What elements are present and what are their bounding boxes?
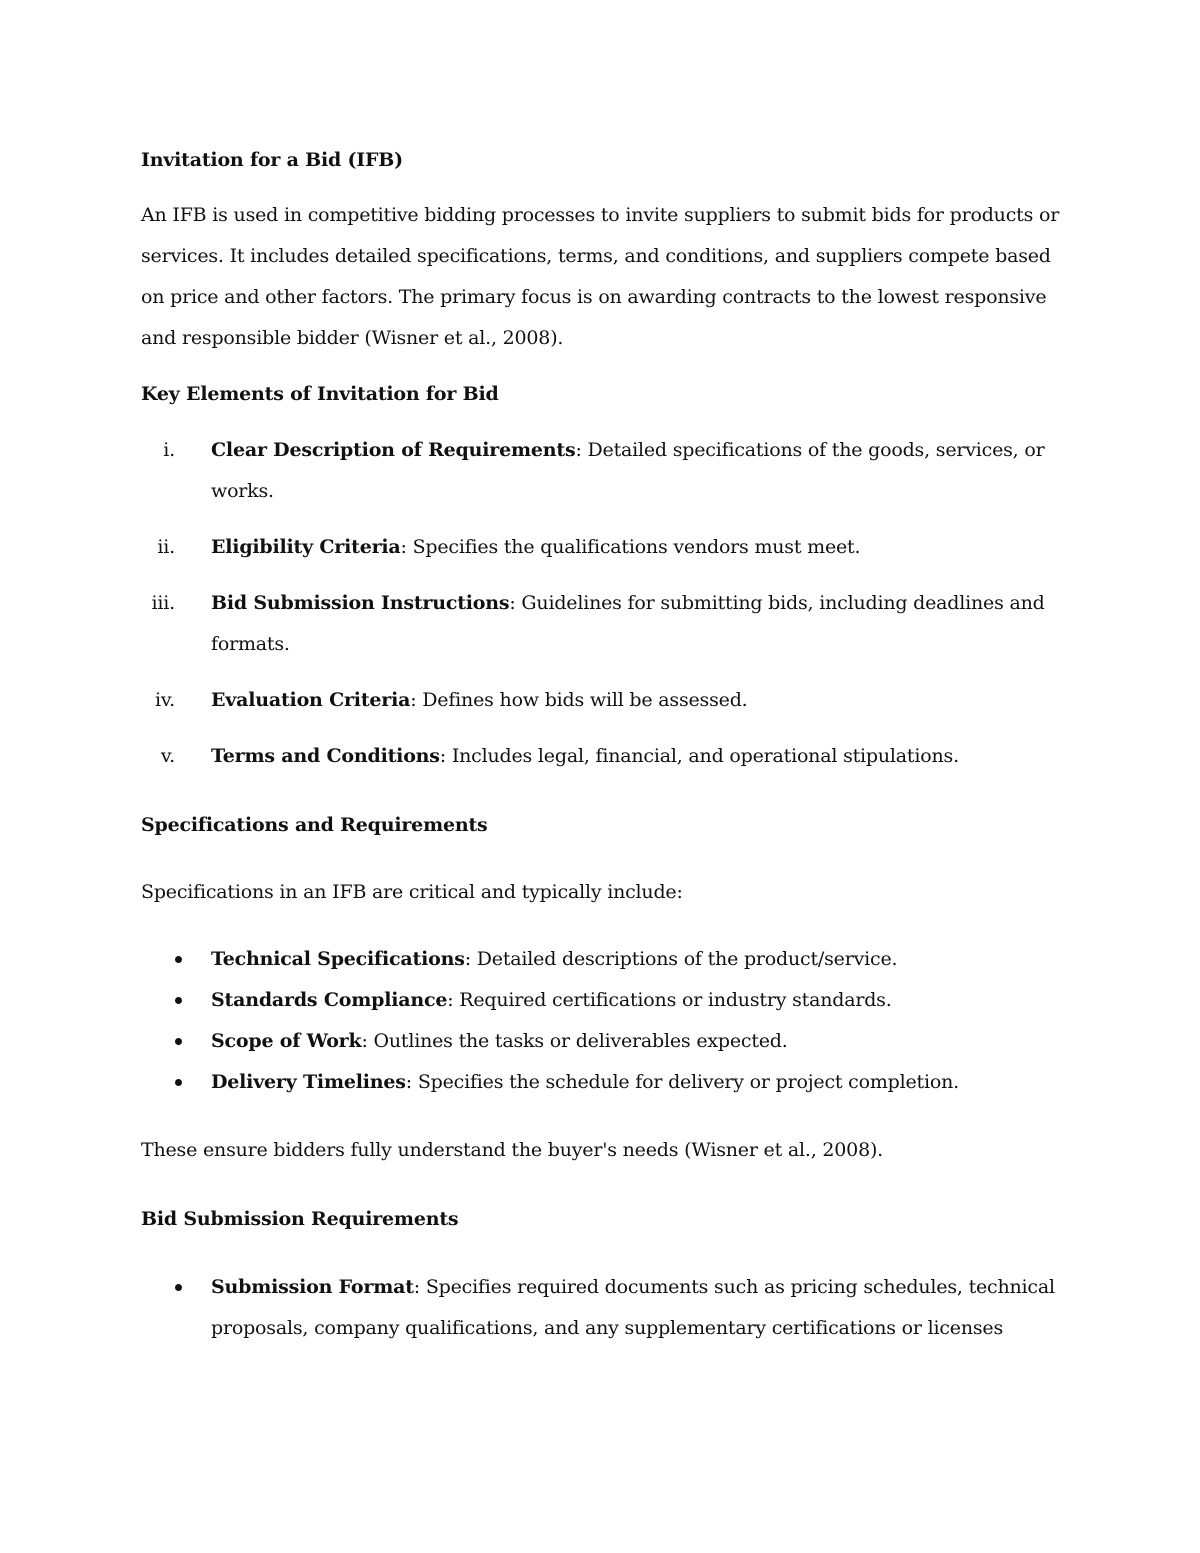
list-item xyxy=(141,736,1061,777)
item-text: : Detailed descriptions of the product/service. xyxy=(464,948,898,970)
bullet-icon xyxy=(175,1079,182,1086)
specifications-intro: Specifications in an IFB are critical and typically include: xyxy=(141,881,683,903)
list-item xyxy=(141,1021,1061,1062)
item-text: : Required certifications or industry standards. xyxy=(447,989,892,1011)
document-body xyxy=(141,140,1061,1349)
item-term: Scope of Work xyxy=(211,1030,362,1052)
bullet-icon xyxy=(175,1038,182,1045)
item-term: Submission Format xyxy=(211,1276,414,1298)
item-text: : Defines how bids will be assessed. xyxy=(410,689,748,711)
item-term: Bid Submission Instructions xyxy=(211,592,510,614)
specifications-closing: These ensure bidders fully understand the buyer's needs (Wisner et al., 2008). xyxy=(141,1139,884,1161)
item-term: Evaluation Criteria xyxy=(211,689,411,711)
list-item xyxy=(141,1062,1061,1103)
item-term: Standards Compliance xyxy=(211,989,448,1011)
item-term: Terms and Conditions xyxy=(211,745,440,767)
list-item xyxy=(141,583,1061,665)
item-text: : Detailed specifications of the goods, services, or works. xyxy=(211,439,1045,502)
list-item xyxy=(141,939,1061,980)
item-text: : Specifies the qualifications vendors must meet. xyxy=(400,536,861,558)
list-number: iv. xyxy=(155,689,175,711)
list-item xyxy=(141,527,1061,568)
item-text: : Specifies required documents such as pricing schedules, technical proposals, company qualifications, and any supplementary certifications or licenses xyxy=(211,1276,1055,1339)
item-term: Technical Specifications xyxy=(211,948,465,970)
item-text: : Specifies the schedule for delivery or project completion. xyxy=(405,1071,959,1093)
list-number: iii. xyxy=(151,592,175,614)
page-title: Invitation for a Bid (IFB) xyxy=(141,149,403,171)
list-item xyxy=(141,1267,1061,1349)
bullet-icon xyxy=(175,997,182,1004)
bullet-icon xyxy=(175,956,182,963)
key-elements-list xyxy=(141,430,1061,777)
bid-submission-list xyxy=(141,1267,1061,1349)
list-item xyxy=(141,430,1061,512)
section-heading-bid-submission: Bid Submission Requirements xyxy=(141,1208,459,1230)
item-text: : Guidelines for submitting bids, including deadlines and formats. xyxy=(211,592,1045,655)
bullet-icon xyxy=(175,1284,182,1291)
list-number: i. xyxy=(163,439,175,461)
intro-paragraph: An IFB is used in competitive bidding processes to invite suppliers to submit bids for products or services. It includes detailed specifications, terms, and conditions, and suppliers compete based on price and other factors. The primary focus is on awarding contracts to the lowest responsive and responsible bidder (Wisner et al., 2008). xyxy=(141,204,1060,349)
item-term: Delivery Timelines xyxy=(211,1071,406,1093)
item-text: : Outlines the tasks or deliverables expected. xyxy=(361,1030,788,1052)
list-number: ii. xyxy=(157,536,175,558)
item-term: Eligibility Criteria xyxy=(211,536,401,558)
item-term: Clear Description of Requirements xyxy=(211,439,576,461)
item-text: : Includes legal, financial, and operational stipulations. xyxy=(439,745,959,767)
list-item xyxy=(141,680,1061,721)
section-heading-specifications: Specifications and Requirements xyxy=(141,814,488,836)
list-number: v. xyxy=(160,745,175,767)
list-item xyxy=(141,980,1061,1021)
section-heading-key-elements: Key Elements of Invitation for Bid xyxy=(141,383,499,405)
specifications-list xyxy=(141,939,1061,1103)
